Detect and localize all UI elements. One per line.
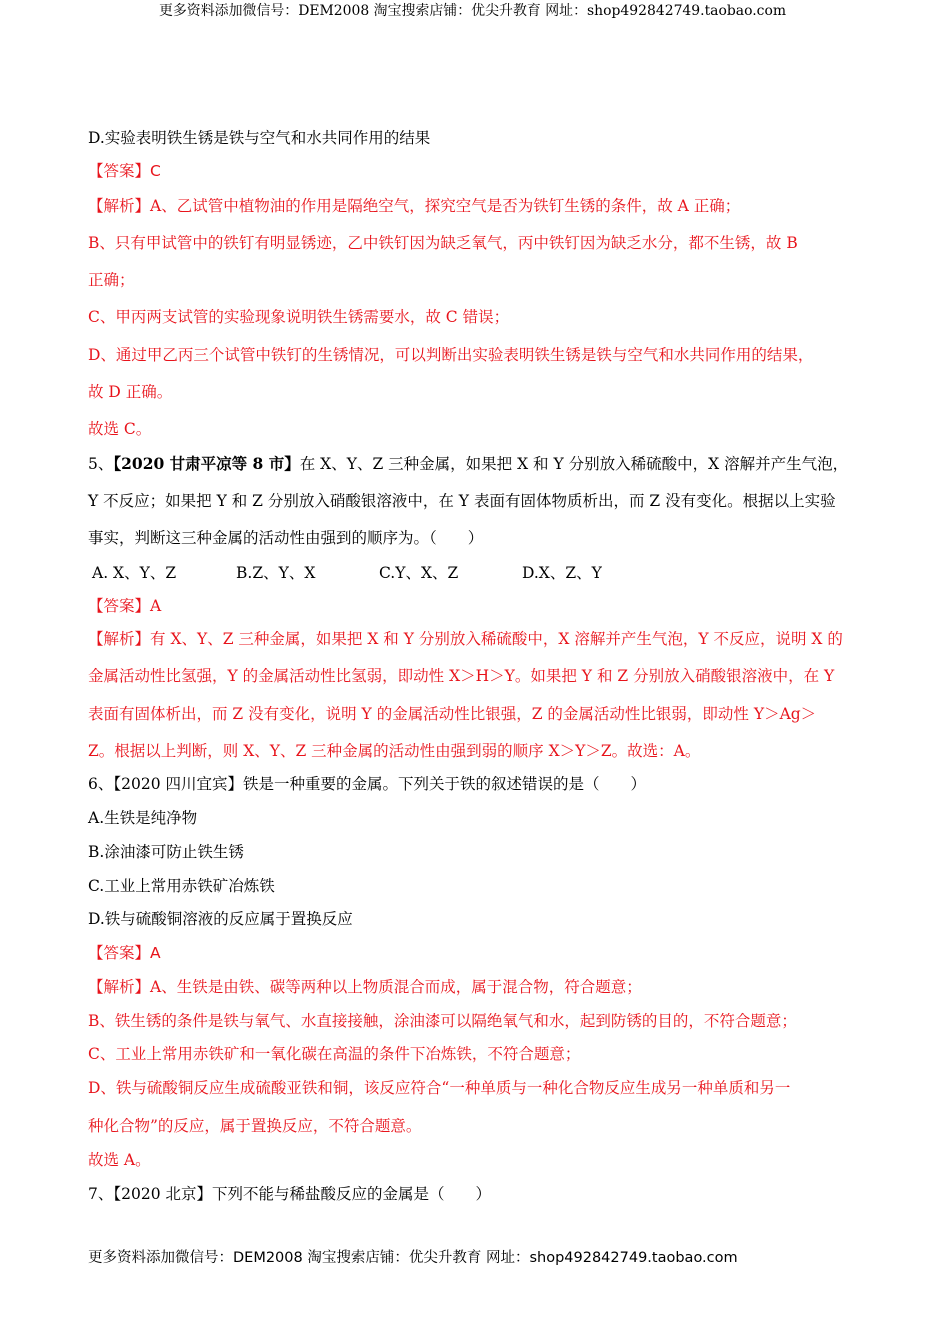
- q4-analysis-line: 故选 C。: [88, 420, 152, 438]
- answer-value: C: [150, 162, 161, 180]
- q6-analysis-line: 故选 A。: [88, 1151, 151, 1169]
- page-footer: 更多资料添加微信号：DEM2008 淘宝搜索店铺：优尖升教育 网址：shop492842749.taobao.com: [88, 1250, 738, 1266]
- q4-analysis-line: D、通过甲乙丙三个试管中铁钉的生锈情况，可以判断出实验表明铁生锈是铁与空气和水共同作用的结果，: [88, 346, 814, 364]
- q5-option-d: D.X、Z、Y: [522, 564, 602, 582]
- q6-analysis-line: 【解析】A、生铁是由铁、碳等两种以上物质混合而成，属于混合物，符合题意；: [88, 978, 642, 996]
- q6-analysis-line: 种化合物”的反应，属于置换反应，不符合题意。: [88, 1117, 422, 1135]
- q5-analysis-line: 表面有固体析出，而 Z 没有变化，说明 Y 的金属活动性比银强，Z 的金属活动性比银弱，即动性 Y＞Ag＞: [88, 705, 817, 723]
- q4-analysis-line: 【解析】A、乙试管中植物油的作用是隔绝空气，探究空气是否为铁钉生锈的条件，故 A 正确；: [88, 197, 741, 215]
- q6-option-d: D.铁与硫酸铜溶液的反应属于置换反应: [88, 910, 353, 928]
- answer-label: 【答案】: [88, 162, 151, 180]
- q4-answer: [88, 161, 161, 181]
- q6-option-a: A.生铁是纯净物: [88, 809, 198, 827]
- q6-analysis-line: D、铁与硫酸铜反应生成硫酸亚铁和铜，该反应符合“一种单质与一种化合物反应生成另一种单质和另一: [88, 1079, 791, 1097]
- q6-analysis-line: B、铁生锈的条件是铁与氧气、水直接接触，涂油漆可以隔绝氧气和水，起到防锈的目的，不符合题意；: [88, 1012, 797, 1030]
- question-source: 【2020 北京】: [113, 1185, 212, 1203]
- question-source: 【2020 四川宜宾】: [113, 775, 243, 793]
- question-number: 7、: [88, 1185, 114, 1203]
- q6-analysis-line: C、工业上常用赤铁矿和一氧化碳在高温的条件下冶炼铁，不符合题意；: [88, 1045, 581, 1063]
- answer-label: 【答案】: [88, 597, 151, 615]
- q5-option-a: A. X、Y、Z: [92, 564, 177, 582]
- q4-analysis-line: 故 D 正确。: [88, 383, 173, 401]
- page-header: 更多资料添加微信号：DEM2008 淘宝搜索店铺：优尖升教育 网址：shop492842749.taobao.com: [158, 3, 787, 19]
- q5-option-b: B.Z、Y、X: [236, 564, 316, 582]
- q6-option-b: B.涂油漆可防止铁生锈: [88, 843, 244, 861]
- q4-analysis-line: 正确；: [88, 271, 135, 289]
- answer-value: A: [150, 944, 161, 962]
- q6-option-c: C.工业上常用赤铁矿冶炼铁: [88, 877, 275, 895]
- q5-option-c: C.Y、X、Z: [379, 564, 459, 582]
- analysis-label: 【解析】: [88, 978, 151, 996]
- q6-stem: 6、【2020 四川宜宾】铁是一种重要的金属。下列关于铁的叙述错误的是（ ）: [88, 775, 647, 793]
- analysis-label: 【解析】: [88, 630, 151, 648]
- question-source: 【2020 甘肃平凉等 8 市】: [113, 454, 300, 473]
- q4-analysis-line: C、甲丙两支试管的实验现象说明铁生锈需要水，故 C 错误；: [88, 308, 510, 326]
- q5-stem-line: 事实，判断这三种金属的活动性由强到的顺序为。（ ）: [88, 529, 484, 547]
- question-number: 6、: [88, 775, 114, 793]
- analysis-label: 【解析】: [88, 197, 151, 215]
- q5-analysis-line: 金属活动性比氢强，Y 的金属活动性比氢弱，即动性 X＞H＞Y。如果把 Y 和 Z 分别放入硝酸银溶液中，在 Y: [88, 667, 835, 685]
- q7-stem: 7、【2020 北京】下列不能与稀盐酸反应的金属是（ ）: [88, 1185, 492, 1203]
- question-number: 5、: [88, 455, 114, 473]
- q5-answer: [88, 596, 161, 616]
- q5-analysis-line: 【解析】有 X、Y、Z 三种金属，如果把 X 和 Y 分别放入稀硫酸中，X 溶解并产生气泡，Y 不反应，说明 X 的: [88, 630, 843, 648]
- answer-value: A: [150, 597, 162, 615]
- q5-analysis-line: Z。根据以上判断，则 X、Y、Z 三种金属的活动性由强到弱的顺序 X＞Y＞Z。故选：A。: [88, 742, 701, 760]
- q5-stem-line: 5、【2020 甘肃平凉等 8 市】在 X、Y、Z 三种金属，如果把 X 和 Y 分别放入稀硫酸中，X 溶解并产生气泡，: [88, 454, 849, 473]
- q6-answer: [88, 943, 161, 963]
- q5-stem-line: Y 不反应；如果把 Y 和 Z 分别放入硝酸银溶液中，在 Y 表面有固体物质析出，而 Z 没有变化。根据以上实验: [88, 492, 836, 510]
- q4-analysis-line: B、只有甲试管中的铁钉有明显锈迹，乙中铁钉因为缺乏氧气，丙中铁钉因为缺乏水分，都不生锈，故 B: [88, 234, 798, 252]
- q5-options: [88, 563, 688, 583]
- answer-label: 【答案】: [88, 944, 151, 962]
- q4-option-d: D.实验表明铁生锈是铁与空气和水共同作用的结果: [88, 129, 431, 147]
